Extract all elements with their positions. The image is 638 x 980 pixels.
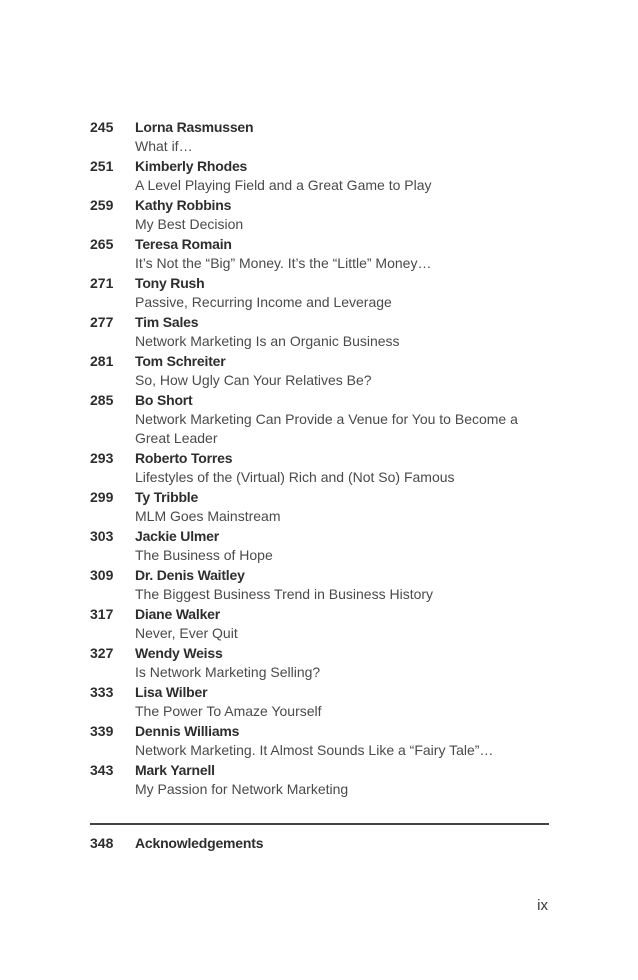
toc-chapter-title: Is Network Marketing Selling? xyxy=(135,664,321,680)
toc-author: Kimberly Rhodes xyxy=(135,158,248,174)
table-of-contents xyxy=(90,117,550,799)
toc-chapter-title: The Business of Hope xyxy=(135,547,273,563)
toc-entry-acknowledgements[interactable] xyxy=(90,833,550,853)
toc-entry[interactable] xyxy=(90,234,550,273)
toc-entry[interactable] xyxy=(90,156,550,195)
toc-entry[interactable] xyxy=(90,604,550,643)
toc-page-number: 348 xyxy=(90,835,114,851)
toc-page-number: 245 xyxy=(90,119,114,135)
toc-entry[interactable] xyxy=(90,117,550,156)
toc-page-number: 251 xyxy=(90,158,114,174)
toc-entry-body xyxy=(135,312,550,351)
toc-entry-body xyxy=(135,760,550,799)
toc-entry[interactable] xyxy=(90,448,550,487)
toc-entry[interactable] xyxy=(90,195,550,234)
toc-entry-body xyxy=(135,721,550,760)
toc-author: Teresa Romain xyxy=(135,236,232,252)
toc-page-number: 293 xyxy=(90,450,114,466)
toc-entry[interactable] xyxy=(90,643,550,682)
toc-entry-body xyxy=(135,565,550,604)
toc-entry[interactable] xyxy=(90,565,550,604)
toc-chapter-title: Never, Ever Quit xyxy=(135,625,238,641)
toc-page-number: 303 xyxy=(90,528,114,544)
toc-entry-body xyxy=(135,390,550,448)
toc-chapter-title: Network Marketing. It Almost Sounds Like a “Fairy Tale”… xyxy=(135,742,494,758)
toc-author: Bo Short xyxy=(135,392,193,408)
toc-author: Ty Tribble xyxy=(135,489,199,505)
toc-entry-body xyxy=(135,643,550,682)
toc-chapter-title: My Passion for Network Marketing xyxy=(135,781,349,797)
toc-author: Jackie Ulmer xyxy=(135,528,219,544)
toc-author: Diane Walker xyxy=(135,606,221,622)
toc-chapter-title: Network Marketing Can Provide a Venue for You to Become a Great Leader xyxy=(135,411,518,446)
toc-entry[interactable] xyxy=(90,390,550,448)
toc-author: Tony Rush xyxy=(135,275,205,291)
toc-entry-body xyxy=(135,682,550,721)
toc-page-number: 317 xyxy=(90,606,114,622)
toc-entry[interactable] xyxy=(90,682,550,721)
toc-entry[interactable] xyxy=(90,312,550,351)
toc-page-number: 339 xyxy=(90,723,114,739)
toc-entry[interactable] xyxy=(90,721,550,760)
toc-entry-body xyxy=(135,273,550,312)
toc-chapter-title: So, How Ugly Can Your Relatives Be? xyxy=(135,372,372,388)
toc-entry-body xyxy=(135,448,550,487)
toc-page-number: 259 xyxy=(90,197,114,213)
toc-chapter-title: My Best Decision xyxy=(135,216,244,232)
toc-page-number: 299 xyxy=(90,489,114,505)
toc-page-number: 309 xyxy=(90,567,114,583)
toc-chapter-title: MLM Goes Mainstream xyxy=(135,508,281,524)
toc-entry[interactable] xyxy=(90,487,550,526)
toc-page-number: 265 xyxy=(90,236,114,252)
toc-entry-body xyxy=(135,195,550,234)
toc-entry-body xyxy=(135,604,550,643)
toc-chapter-title: The Biggest Business Trend in Business History xyxy=(135,586,434,602)
toc-author: Lisa Wilber xyxy=(135,684,208,700)
toc-page-number: 343 xyxy=(90,762,114,778)
toc-chapter-title: What if… xyxy=(135,138,193,154)
toc-author: Tom Schreiter xyxy=(135,353,226,369)
toc-chapter-title: The Power To Amaze Yourself xyxy=(135,703,322,719)
page-folio: ix xyxy=(537,897,548,914)
toc-entry[interactable] xyxy=(90,526,550,565)
toc-author: Lorna Rasmussen xyxy=(135,119,254,135)
section-divider xyxy=(90,823,549,825)
toc-entry-body xyxy=(135,234,550,273)
toc-entry[interactable] xyxy=(90,760,550,799)
toc-page-number: 327 xyxy=(90,645,114,661)
toc-entry-body xyxy=(135,117,550,156)
toc-entry-body xyxy=(135,526,550,565)
toc-author: Tim Sales xyxy=(135,314,199,330)
toc-chapter-title: Passive, Recurring Income and Leverage xyxy=(135,294,392,310)
toc-section-label: Acknowledgements xyxy=(135,835,264,851)
toc-chapter-title: Network Marketing Is an Organic Business xyxy=(135,333,400,349)
toc-author: Kathy Robbins xyxy=(135,197,232,213)
toc-entry[interactable] xyxy=(90,351,550,390)
toc-author: Wendy Weiss xyxy=(135,645,223,661)
toc-entry-body xyxy=(135,351,550,390)
toc-page-number: 333 xyxy=(90,684,114,700)
toc-entry[interactable] xyxy=(90,273,550,312)
toc-entry-body xyxy=(135,156,550,195)
toc-chapter-title: It’s Not the “Big” Money. It’s the “Little” Money… xyxy=(135,255,432,271)
toc-chapter-title: A Level Playing Field and a Great Game to Play xyxy=(135,177,432,193)
toc-page-number: 271 xyxy=(90,275,114,291)
toc-author: Dennis Williams xyxy=(135,723,240,739)
toc-author: Roberto Torres xyxy=(135,450,233,466)
toc-author: Dr. Denis Waitley xyxy=(135,567,245,583)
toc-page-number: 285 xyxy=(90,392,114,408)
toc-page-number: 281 xyxy=(90,353,114,369)
toc-chapter-title: Lifestyles of the (Virtual) Rich and (Not So) Famous xyxy=(135,469,455,485)
toc-page-number: 277 xyxy=(90,314,114,330)
toc-entry-body xyxy=(135,487,550,526)
toc-author: Mark Yarnell xyxy=(135,762,215,778)
